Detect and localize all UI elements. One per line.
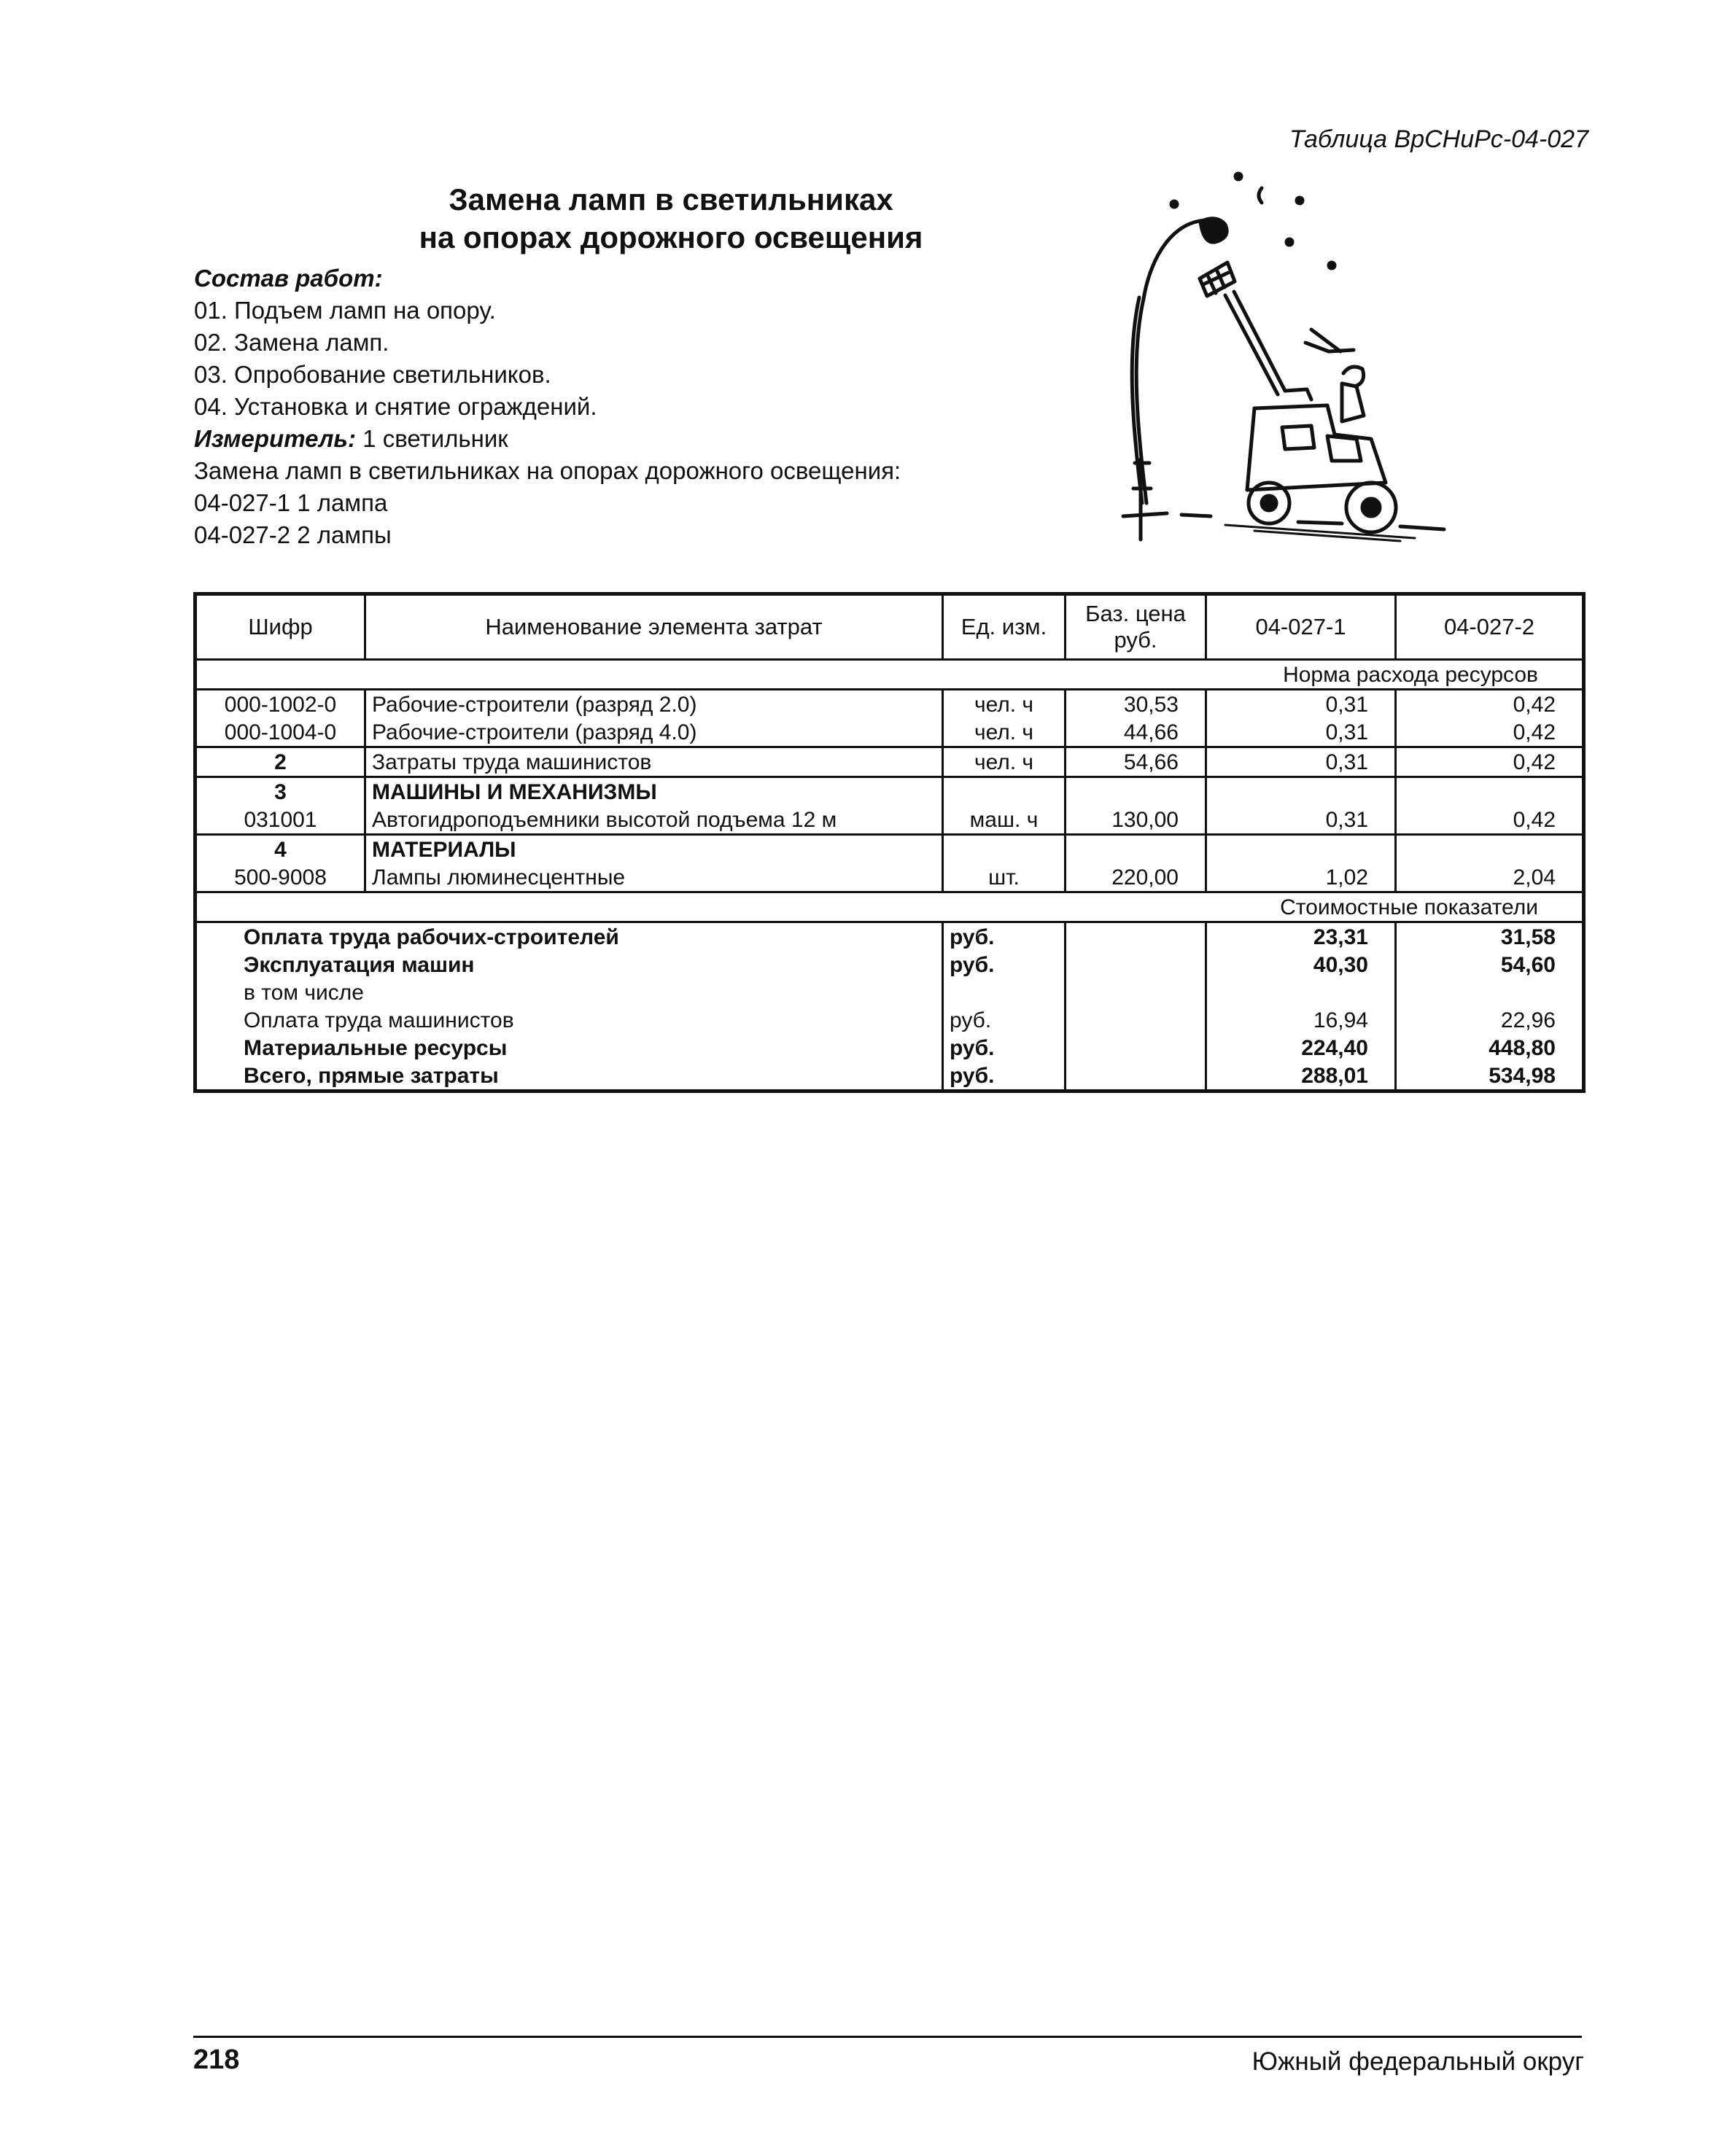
- variant-item: 04-027-2 2 лампы: [194, 521, 392, 548]
- row-name: Лампы люминесцентные: [365, 863, 943, 892]
- summary-value-2: 448,80: [1396, 1034, 1584, 1062]
- row-unit: чел. ч: [943, 690, 1066, 719]
- summary-empty: [1066, 951, 1206, 978]
- variant-item: 04-027-1 1 лампа: [194, 489, 388, 516]
- summary-value-2: [1396, 978, 1584, 1006]
- norm-label: Норма расхода ресурсов: [195, 660, 1584, 690]
- row-code: 3: [195, 777, 365, 806]
- summary-value-2: 54,60: [1396, 951, 1584, 978]
- header-name: Наименование элемента затрат: [365, 594, 943, 660]
- table-row: [195, 806, 1584, 835]
- summary-unit: руб.: [943, 922, 1066, 951]
- summary-empty: [1066, 1062, 1206, 1091]
- work-description: [194, 262, 1055, 551]
- row-value-2: 2,04: [1396, 863, 1584, 892]
- summary-row: [195, 951, 1584, 978]
- summary-name: Оплата труда машинистов: [244, 1008, 514, 1032]
- row-name: МАШИНЫ И МЕХАНИЗМЫ: [365, 777, 943, 806]
- row-value-1: 0,31: [1206, 806, 1396, 835]
- row-unit: [943, 835, 1066, 864]
- header-variant-1: 04-027-1: [1206, 594, 1396, 660]
- row-name: Автогидроподъемники высотой подъема 12 м: [365, 806, 943, 835]
- summary-empty: [1066, 1034, 1206, 1062]
- row-unit: чел. ч: [943, 747, 1066, 777]
- row-code: 500-9008: [234, 865, 327, 890]
- table-row: [195, 777, 1584, 806]
- cost-table: [193, 592, 1586, 1093]
- summary-value-2: 22,96: [1396, 1006, 1584, 1034]
- summary-empty: [1066, 922, 1206, 951]
- row-unit: шт.: [943, 863, 1066, 892]
- work-item: 04. Установка и снятие ограждений.: [194, 393, 597, 420]
- summary-value-2: 31,58: [1396, 922, 1584, 951]
- summary-unit: руб.: [943, 1006, 1066, 1034]
- work-item: 01. Подъем ламп на опору.: [194, 297, 496, 324]
- summary-empty: [1066, 978, 1206, 1006]
- summary-name: Оплата труда рабочих-строителей: [244, 925, 619, 949]
- header-code: Шифр: [195, 594, 365, 660]
- summary-value-1: 23,31: [1206, 922, 1396, 951]
- summary-row: [195, 978, 1584, 1006]
- summary-row: [195, 1062, 1584, 1091]
- summary-unit: руб.: [943, 1034, 1066, 1062]
- summary-row: [195, 1006, 1584, 1034]
- header-price: Баз. цена руб.: [1066, 594, 1206, 660]
- title-line-1: Замена ламп в светильниках: [449, 182, 893, 217]
- row-value-2: [1396, 835, 1584, 864]
- row-code: 031001: [244, 808, 317, 832]
- row-price: [1066, 835, 1206, 864]
- row-price: 44,66: [1066, 718, 1206, 747]
- row-value-2: 0,42: [1396, 806, 1584, 835]
- row-unit: маш. ч: [943, 806, 1066, 835]
- work-heading: Состав работ:: [194, 265, 383, 292]
- title-line-2: на опорах дорожного освещения: [419, 220, 923, 254]
- header-variant-2: 04-027-2: [1396, 594, 1584, 660]
- row-code: 4: [195, 835, 365, 864]
- table-row: [195, 718, 1584, 747]
- variants-description: Замена ламп в светильниках на опорах дорожного освещения:: [194, 457, 901, 484]
- row-price: 30,53: [1066, 690, 1206, 719]
- summary-empty: [1066, 1006, 1206, 1034]
- row-price: [1066, 777, 1206, 806]
- summary-value-1: 40,30: [1206, 951, 1396, 978]
- streetlight-lift-truck-icon: [1109, 168, 1459, 561]
- table-header-row: [195, 594, 1584, 660]
- footer-divider: [193, 2036, 1582, 2038]
- page-title: [343, 181, 999, 257]
- summary-value-2: 534,98: [1396, 1062, 1584, 1091]
- header-unit: Ед. изм.: [943, 594, 1066, 660]
- row-price: 220,00: [1066, 863, 1206, 892]
- summary-unit: руб.: [943, 1062, 1066, 1091]
- row-value-1: [1206, 777, 1396, 806]
- page-number: 218: [193, 2044, 240, 2075]
- row-price: 130,00: [1066, 806, 1206, 835]
- row-value-1: [1206, 835, 1396, 864]
- summary-value-1: [1206, 978, 1396, 1006]
- row-value-1: 1,02: [1206, 863, 1396, 892]
- table-code: Таблица ВрСНиРс-04-027: [1289, 125, 1588, 153]
- row-value-2: 0,42: [1396, 747, 1584, 777]
- summary-unit: [943, 978, 1066, 1006]
- row-value-1: 0,31: [1206, 747, 1396, 777]
- measure-value: 1 светильник: [356, 425, 508, 452]
- row-code: 000-1004-0: [224, 720, 337, 744]
- summary-value-1: 16,94: [1206, 1006, 1396, 1034]
- row-name: Рабочие-строители (разряд 4.0): [365, 718, 943, 747]
- norm-section-row: [195, 660, 1584, 690]
- row-unit: чел. ч: [943, 718, 1066, 747]
- table-row: [195, 835, 1584, 864]
- work-item: 03. Опробование светильников.: [194, 361, 551, 388]
- region-label: Южный федеральный округ: [1251, 2047, 1584, 2076]
- row-price: 54,66: [1066, 747, 1206, 777]
- row-value-2: 0,42: [1396, 718, 1584, 747]
- summary-name: Эксплуатация машин: [244, 953, 475, 977]
- row-code: 000-1002-0: [224, 693, 337, 717]
- summary-name: Материальные ресурсы: [244, 1036, 508, 1060]
- summary-value-1: 288,01: [1206, 1062, 1396, 1091]
- row-value-2: [1396, 777, 1584, 806]
- row-name: МАТЕРИАЛЫ: [365, 835, 943, 864]
- cost-label: Стоимостные показатели: [195, 892, 1584, 922]
- row-code: 2: [195, 747, 365, 777]
- summary-name: в том числе: [244, 981, 364, 1005]
- row-name: Затраты труда машинистов: [365, 747, 943, 777]
- work-item: 02. Замена ламп.: [194, 329, 389, 356]
- measure-line: [194, 423, 1055, 455]
- row-unit: [943, 777, 1066, 806]
- cost-section-row: [195, 892, 1584, 922]
- row-value-1: 0,31: [1206, 690, 1396, 719]
- summary-unit: руб.: [943, 951, 1066, 978]
- row-value-2: 0,42: [1396, 690, 1584, 719]
- table-row: [195, 863, 1584, 892]
- measure-label: Измеритель:: [194, 425, 356, 452]
- summary-row: [195, 922, 1584, 951]
- summary-value-1: 224,40: [1206, 1034, 1396, 1062]
- summary-name: Всего, прямые затраты: [244, 1064, 499, 1088]
- table-row: [195, 690, 1584, 719]
- row-value-1: 0,31: [1206, 718, 1396, 747]
- row-name: Рабочие-строители (разряд 2.0): [365, 690, 943, 719]
- summary-row: [195, 1034, 1584, 1062]
- table-row: [195, 747, 1584, 777]
